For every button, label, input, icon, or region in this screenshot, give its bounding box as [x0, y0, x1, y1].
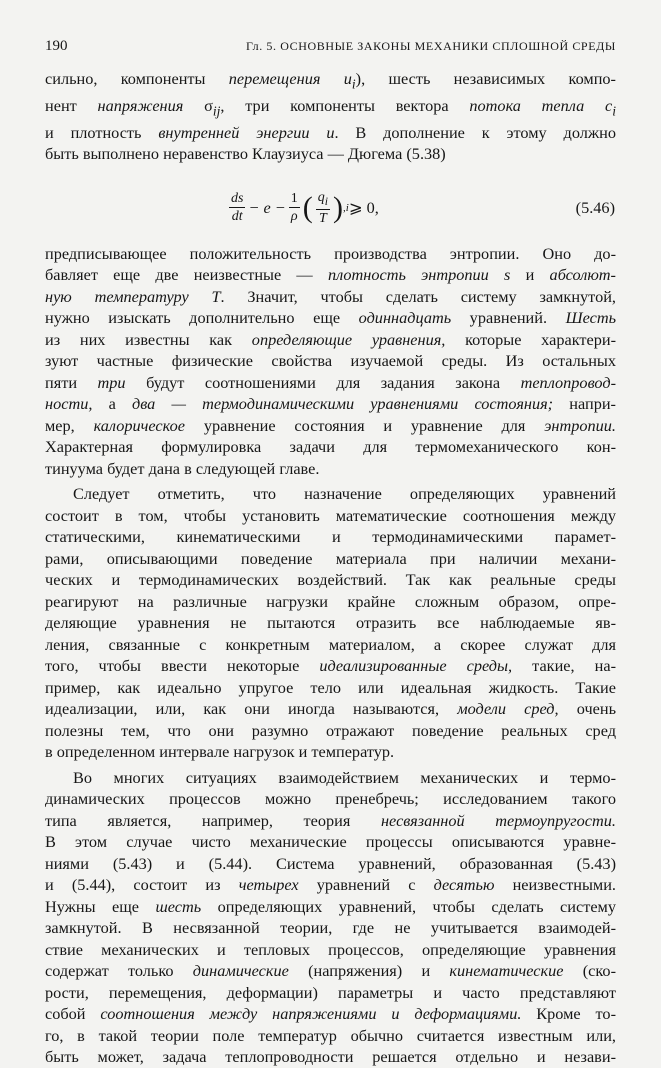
page-header [45, 38, 616, 68]
text-line: ности, а два — термодинамическими уравнениями состояния; напри- [45, 394, 616, 413]
text-line: пример, как идеально упругое тело или идеальная жидкость. Такие [45, 677, 616, 697]
text-line: ствие механических и тепловых процессов, определяющие уравнения [45, 939, 616, 959]
text-line: состоит в том, чтобы установить математические соотношения между [45, 505, 616, 525]
paragraph-2 [45, 243, 616, 480]
derivative-subscript: ,i [343, 201, 349, 214]
text-line: реагируют на различные нагрузки крайне сложным образом, опре- [45, 591, 616, 611]
text-line: зуют частные физические свойства изучаемой среды. Из остальных [45, 351, 616, 370]
text-line: замкнутой. В несвязанной теории, где не учитывается взаимодей- [45, 918, 616, 937]
left-paren: ( [302, 190, 313, 224]
text-line: быть выполнено неравенство Клаузиуса — Дюгема (5.38) [45, 144, 446, 163]
text-line: того, чтобы ввести некоторые идеализированные среды, такие, на- [45, 656, 616, 675]
equation-number: (5.46) [575, 197, 615, 217]
text-line: мер, калорическое уравнение состояния и уравнение для энтропии. [45, 415, 616, 435]
text-line: идеализации, или, как они иногда называются, модели сред, очень [45, 699, 616, 718]
text-line: В этом случае чисто механические процессы описываются уравне- [45, 832, 616, 851]
text-line: тинуума будет дана в следующей главе. [45, 458, 320, 478]
text-line: ниями (5.43) и (5.44). Система уравнений, образованная (5.43) [45, 853, 616, 873]
text-line: полезны тем, что они разумно отражают поведение реальных сред [45, 720, 616, 740]
fraction-q-T: $\frac{q_i}{T}$ [317, 189, 329, 227]
text-line: предписывающее положительность производства энтропии. Оно до- [45, 243, 616, 263]
fraction-one-rho: $\frac{1}{\rho}$ [290, 191, 298, 225]
text-line: типа является, например, теория несвязанной термоупругости. [45, 810, 616, 830]
text-line: го, в такой теории поле температур обычно считается известным или, [45, 1025, 616, 1045]
page [45, 38, 616, 1068]
text-line: содержат только динамические (напряжения) и кинематические (ско- [45, 961, 616, 980]
text-line: Характерная формулировка задачи для термомеханического кон- [45, 437, 616, 456]
text-line: и (5.44), состоит из четырех уравнений с десятью неизвестными. [45, 875, 616, 894]
text-line: собой соотношения между напряжениями и деформациями. Кроме то- [45, 1004, 616, 1023]
text-line: ческих и термодинамических воздействий. Так как реальные среды [45, 570, 616, 589]
text-line: рами, описывающими поведение материала при наличии механи- [45, 548, 616, 568]
text-line: Нужны еще шесть определяющих уравнений, чтобы сделать систему [45, 896, 616, 916]
text-line: Во многих ситуациях взаимодействием механических и термо- [73, 767, 616, 787]
text-line: нент напряжения $\sigma_{ij}$, три компоненты вектора потока тепла $c_i$ [45, 95, 617, 118]
paragraph-4 [45, 767, 616, 1068]
text-line: динамических процессов можно пренебречь; исследованием такого [45, 789, 616, 808]
text-line: Следует отметить, что назначение определяющих уравнений [73, 484, 616, 503]
text-line: и плотность внутренней энергии u. В дополнение к этому должно [45, 122, 616, 142]
text-line: пяти три будут соотношениями для задания закона теплопровод- [45, 372, 616, 392]
paragraph-1 [45, 68, 616, 165]
equation-body [226, 189, 379, 228]
right-paren: ) [333, 190, 344, 224]
paragraph-3 [45, 483, 616, 763]
text-line: из них известны как определяющие уравнения, которые характери- [45, 329, 617, 349]
page-number: 190 [45, 38, 68, 54]
text-line: деляющие уравнения не пытаются отразить все наблюдаемые яв- [45, 613, 616, 632]
running-title: Гл. 5. ОСНОВНЫЕ ЗАКОНЫ МЕХАНИКИ СПЛОШНОЙ СРЕДЫ [246, 39, 616, 53]
text-line: быть может, задача теплопроводности решается отдельно и незави- [45, 1047, 616, 1066]
equation-term: − e − [248, 197, 286, 217]
text-line: нужно изыскать дополнительно еще одиннадцать уравнений. Шесть [45, 308, 616, 327]
text-line: ления, связанные с конкретным материалом, а скорее служат для [45, 634, 616, 654]
text-line: статическими, кинематическими и термодинамическими парамет- [45, 527, 616, 546]
text-line: в определенном интервале нагрузок и температур. [45, 742, 395, 761]
text-line: бавляет еще две неизвестные — плотность энтропии s и абсолют- [45, 265, 616, 284]
equation-5-46 [45, 165, 616, 243]
fraction-ds-dt: $\frac{ds}{dt}$ [231, 191, 244, 225]
text-line: сильно, компоненты перемещения $u_i$), шесть независимых компо- [45, 69, 616, 92]
text-line: ную температуру T. Значит, чтобы сделать систему замкнутой, [45, 286, 616, 306]
text-line: рости, перемещения, деформации) параметры и часто представляют [45, 982, 616, 1002]
equation-inequality: ⩾ 0, [348, 197, 379, 217]
